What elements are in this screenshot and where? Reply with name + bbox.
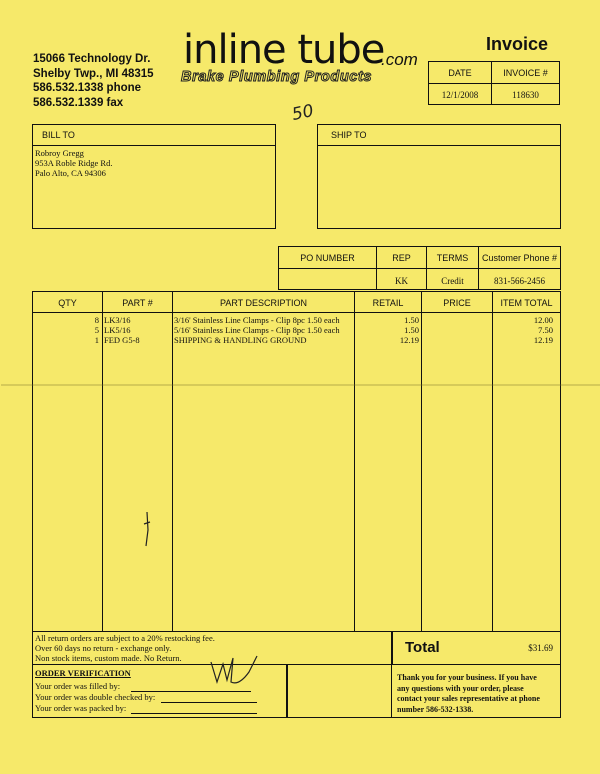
row-total: 7.50 [538,325,553,335]
thank-you-line: Thank you for your business. If you have [397,673,537,682]
row-retail: 12.19 [399,335,419,345]
company-phone: 586.532.1338 phone [33,82,142,94]
col-total-header: ITEM TOTAL [500,298,553,308]
thank-you-line: number 586-532-1338. [397,704,474,714]
row-desc: 5/16' Stainless Line Clamps - Clip 8pc 1.50 each [174,325,340,335]
col-desc-header: PART DESCRIPTION [219,298,308,308]
row-part: LK3/16 [104,315,131,325]
row-desc: 3/16' Stainless Line Clamps - Clip 8pc 1.50 each [174,315,340,325]
col-part-header: PART # [122,298,153,308]
policy-line-restocking: All return orders are subject to a 20% restocking fee. [35,633,215,643]
terms-label: TERMS [436,253,469,263]
handwritten-note: 50 [290,100,316,126]
paper-fold-crease [1,384,600,386]
company-logo: inline tube [183,27,385,73]
ship-to-label: SHIP TO [331,130,367,140]
total-value: $31.69 [528,643,553,653]
row-retail: 1.50 [404,315,419,325]
order-verification-title: ORDER VERIFICATION [35,668,131,678]
ship-to-box [317,124,561,229]
company-logo-domain: .com [381,50,418,69]
thank-you-box [286,664,561,718]
rep-value: KK [395,276,408,286]
invoice-title: Invoice [486,34,549,54]
rep-label: REP [392,253,411,263]
filled-by-label: Your order was filled by: [35,681,121,691]
date-label: DATE [448,68,472,78]
company-address [33,52,154,110]
company-logo-tagline: Brake Plumbing Products [181,69,373,85]
invoice-meta-box [428,61,560,105]
row-desc: SHIPPING & HANDLING GROUND [174,335,307,345]
row-qty: 1 [94,335,99,345]
po-number-label: PO NUMBER [300,253,355,263]
row-retail: 1.50 [404,325,419,335]
row-part: LK5/16 [104,325,131,335]
bill-to-city: Palo Alto, CA 94306 [35,168,106,178]
customer-phone-label: Customer Phone # [481,253,558,263]
col-retail-header: RETAIL [372,298,404,308]
invoice-date: 12/1/2008 [441,90,479,100]
handwritten-mark [141,510,155,550]
signature-scribble [209,652,261,690]
company-street: 15066 Technology Dr. [33,53,151,65]
terms-value: Credit [441,276,464,286]
customer-phone-value: 831-566-2456 [494,276,545,286]
total-box [392,631,561,665]
checked-by-label: Your order was double checked by: [35,692,156,702]
bill-to-name: Robroy Gregg [35,148,84,158]
row-qty: 8 [94,315,99,325]
col-qty-header: QTY [58,298,77,308]
bill-to-street: 953A Roble Ridge Rd. [35,158,113,168]
total-label: Total [405,639,440,656]
row-part: FED G5-8 [104,335,140,345]
bill-to-box [32,124,276,229]
policy-line-nonstock: Non stock items, custom made. No Return. [35,653,182,663]
thank-you-message [397,673,540,715]
packed-by-label: Your order was packed by: [35,703,127,713]
row-total: 12.00 [533,315,553,325]
line-items-table [32,291,561,632]
table-row [33,336,560,346]
row-total: 12.19 [533,335,553,345]
invoice-number: 118630 [512,90,539,100]
policy-line-returns: Over 60 days no return - exchange only. [35,643,172,653]
bill-to-label: BILL TO [42,130,75,140]
company-fax: 586.532.1339 fax [33,96,124,109]
col-price-header: PRICE [443,298,471,308]
row-qty: 5 [94,325,99,335]
order-info-box [278,246,561,290]
thank-you-line: contact your sales representative at phone [397,694,540,703]
invoice-number-label: INVOICE # [503,68,548,78]
company-city: Shelby Twp., MI 48315 [33,67,154,80]
thank-you-line: any questions with your order, please [397,683,524,693]
